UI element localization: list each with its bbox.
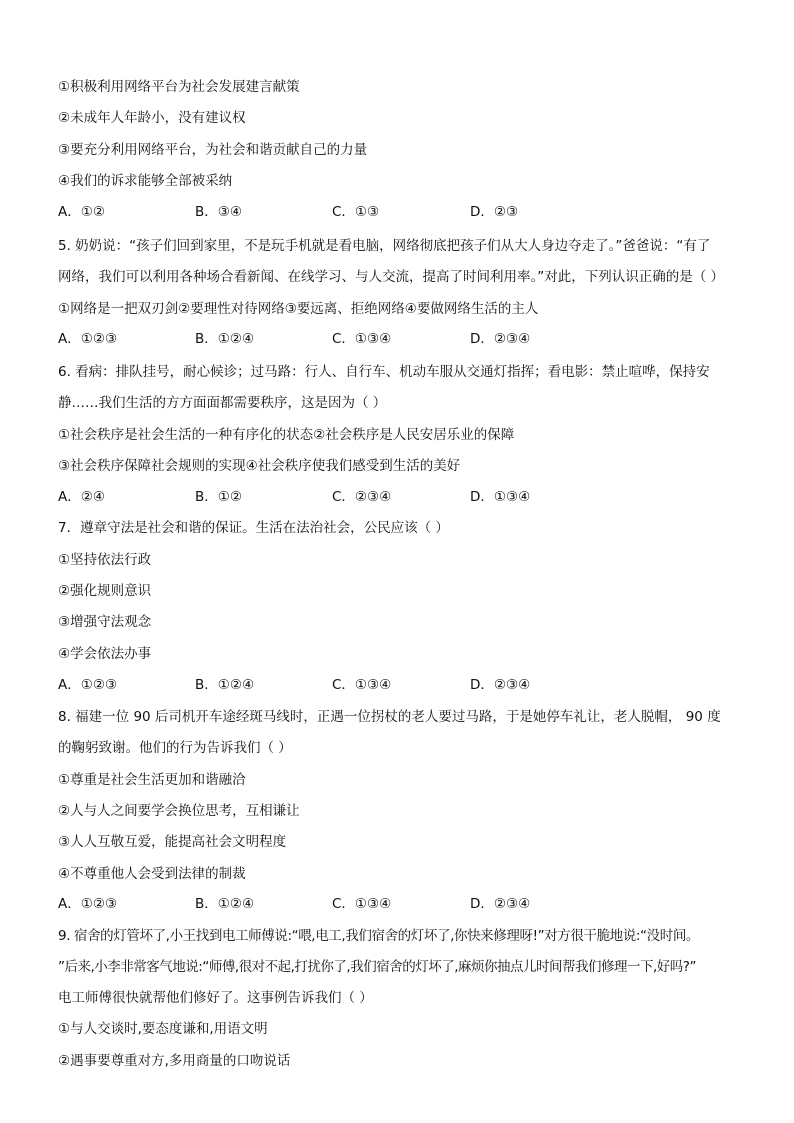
q8-option-c: C．①③④ [332, 896, 392, 912]
q8-options [58, 894, 658, 914]
q8-item-3: ③人人互敬互爱，能提高社会文明程度 [58, 834, 287, 850]
q5-options [58, 329, 658, 349]
q6-stem-line-1: 6. 看病：排队挂号，耐心候诊；过马路：行人、自行车、机动车服从交通灯指挥；看电影：禁止喧哗，保持安 [58, 364, 710, 380]
q8-stem-line-1: 8. 福建一位 90 后司机开车途经斑马线时，正遇一位拐杖的老人要过马路，于是她停车礼让，老人脱帽， 90 度 [58, 709, 721, 725]
q7-option-b: B．①②④ [195, 677, 255, 693]
q6-stem-line-2: 静……我们生活的方方面面都需要秩序，这是因为（ ） [58, 395, 387, 411]
q5-option-a: A．①②③ [58, 331, 118, 347]
q6-options [58, 487, 658, 507]
q7-item-3: ③增强守法观念 [58, 614, 152, 630]
q6-item-1: ①社会秩序是社会生活的一种有序化的状态②社会秩序是人民安居乐业的保障 [58, 427, 515, 443]
q4-options [58, 202, 658, 222]
q6-option-d: D．①③④ [470, 489, 531, 505]
q8-option-b: B．①②④ [195, 896, 255, 912]
q5-option-d: D．②③④ [470, 331, 531, 347]
q9-stem-line-3: 电工师傅很快就帮他们修好了。这事例告诉我们（ ） [58, 990, 373, 1006]
q9-item-1: ①与人交谈时,要态度谦和,用语文明 [58, 1021, 268, 1037]
q6-option-a: A．②④ [58, 489, 105, 505]
q4-option-a: A．①② [58, 204, 105, 220]
q7-item-4: ④学会依法办事 [58, 646, 152, 662]
q9-stem-line-2: ”后来,小李非常客气地说:“师傅,很对不起,打扰你了,我们宿舍的灯坏了,麻烦你抽点儿时间帮我们修理一下,好吗?” [58, 959, 696, 975]
q7-option-a: A．①②③ [58, 677, 118, 693]
q5-stem-line-1: 5. 奶奶说：“孩子们回到家里，不是玩手机就是看电脑，网络彻底把孩子们从大人身边夺走了。”爸爸说：“有了 [58, 238, 711, 254]
q8-item-4: ④不尊重他人会受到法律的制裁 [58, 866, 246, 882]
q8-option-a: A．①②③ [58, 896, 118, 912]
q9-stem-line-1: 9. 宿舍的灯管坏了,小王找到电工师傅说:“喂,电工,我们宿舍的灯坏了,你快来修理呀!”对方很干脆地说:“没时间。 [58, 928, 700, 944]
q5-option-b: B．①②④ [195, 331, 255, 347]
q6-option-b: B．①② [195, 489, 242, 505]
q8-item-2: ②人与人之间要学会换位思考，互相谦让 [58, 803, 300, 819]
q8-item-1: ①尊重是社会生活更加和谐融洽 [58, 772, 246, 788]
q4-item-1: ①积极利用网络平台为社会发展建言献策 [58, 79, 300, 95]
q4-option-d: D．②③ [470, 204, 519, 220]
q7-stem-line-1: 7．遵章守法是社会和谐的保证。生活在法治社会，公民应该（ ） [58, 520, 449, 536]
q9-item-2: ②遇事要尊重对方,多用商量的口吻说话 [58, 1053, 291, 1069]
q4-option-b: B．③④ [195, 204, 242, 220]
q5-option-c: C．①③④ [332, 331, 392, 347]
q7-item-1: ①坚持依法行政 [58, 552, 152, 568]
q7-options [58, 675, 658, 695]
q4-item-2: ②未成年人年龄小，没有建议权 [58, 110, 246, 126]
q8-stem-line-2: 的鞠躬致谢。他们的行为告诉我们（ ） [58, 740, 292, 756]
q4-item-4: ④我们的诉求能够全部被采纳 [58, 173, 233, 189]
q6-option-c: C．②③④ [332, 489, 392, 505]
q5-item-1: ①网络是一把双刃剑②要理性对待网络③要远离、拒绝网络④要做网络生活的主人 [58, 301, 539, 317]
q7-option-d: D．②③④ [470, 677, 531, 693]
q7-option-c: C．①③④ [332, 677, 392, 693]
q4-option-c: C．①③ [332, 204, 380, 220]
q7-item-2: ②强化规则意识 [58, 583, 152, 599]
q5-stem-line-2: 网络，我们可以利用各种场合看新闻、在线学习、与人交流，提高了时间利用率。”对此，下列认识正确的是（ ） [58, 269, 725, 285]
q4-item-3: ③要充分利用网络平台，为社会和谐贡献自己的力量 [58, 142, 368, 158]
q6-item-2: ③社会秩序保障社会规则的实现④社会秩序使我们感受到生活的美好 [58, 458, 461, 474]
q8-option-d: D．②③④ [470, 896, 531, 912]
